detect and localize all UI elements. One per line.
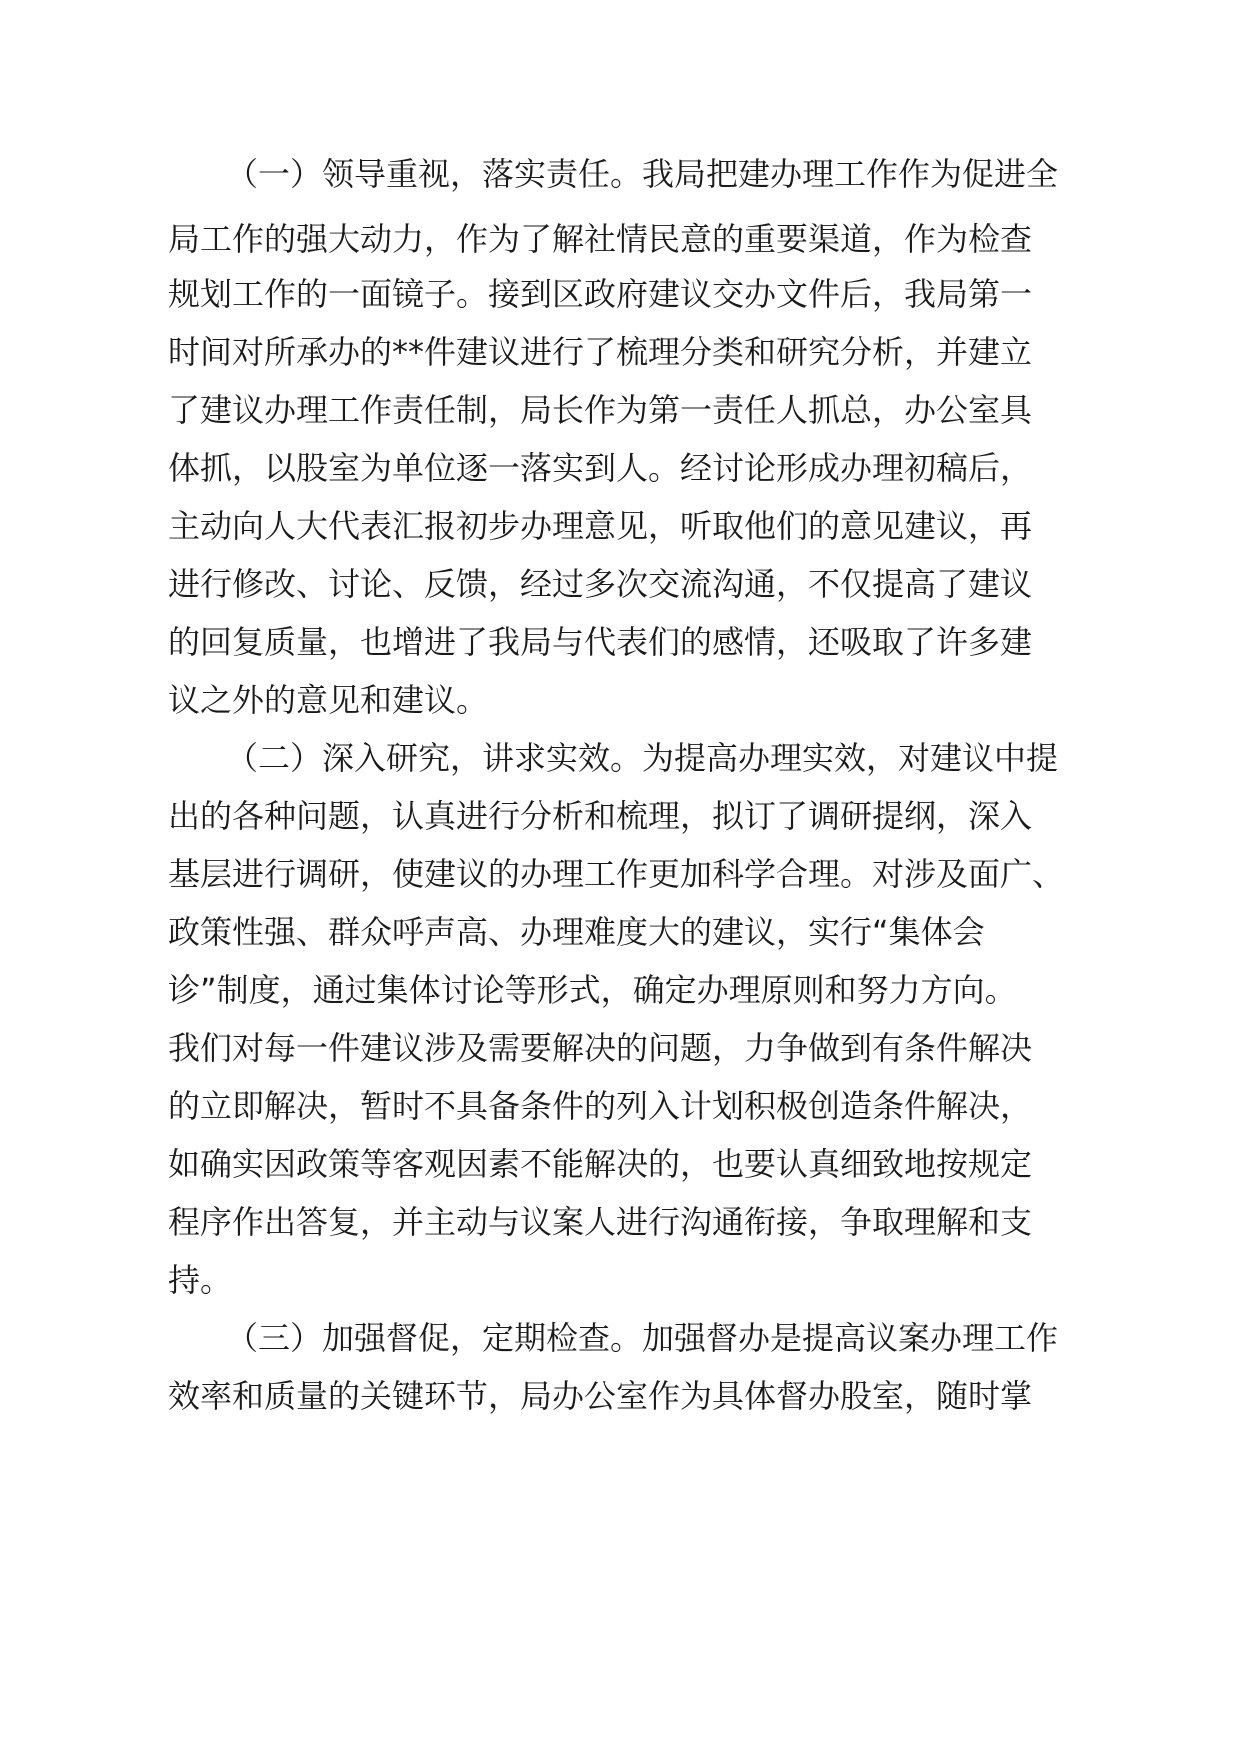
paragraph-2-line-6: 我们对每一件建议涉及需要解决的问题，力争做到有条件解决 bbox=[168, 1029, 1033, 1067]
paragraph-1-line-8: 进行修改、讨论、反馈，经过多次交流沟通，不仅提高了建议 bbox=[168, 565, 1033, 603]
paragraph-2-line-5: 诊”制度，通过集体讨论等形式，确定办理原则和努力方向。 bbox=[168, 971, 1017, 1009]
paragraph-2-line-9: 程序作出答复，并主动与议案人进行沟通衔接，争取理解和支 bbox=[168, 1203, 1033, 1241]
paragraph-2-line-8: 如确实因政策等客观因素不能解决的，也要认真细致地按规定 bbox=[168, 1145, 1033, 1183]
paragraph-2-line-10: 持。 bbox=[168, 1261, 233, 1299]
paragraph-2-line-3: 基层进行调研，使建议的办理工作更加科学合理。对涉及面广、 bbox=[168, 855, 1065, 893]
paragraph-1-line-7: 主动向人大代表汇报初步办理意见，听取他们的意见建议，再 bbox=[168, 507, 1033, 545]
paragraph-1-line-3: 规划工作的一面镜子。接到区政府建议交办文件后，我局第一 bbox=[168, 275, 1033, 313]
paragraph-1-line-5: 了建议办理工作责任制，局长作为第一责任人抓总，办公室具 bbox=[168, 391, 1033, 429]
paragraph-1-line-10: 议之外的意见和建议。 bbox=[168, 681, 489, 719]
paragraph-1-line-1: （一）领导重视，落实责任。我局把建办理工作作为促进全 bbox=[226, 155, 1059, 193]
paragraph-3-line-2: 效率和质量的关键环节，局办公室作为具体督办股室，随时掌 bbox=[168, 1377, 1033, 1415]
paragraph-1-line-9: 的回复质量，也增进了我局与代表们的感情，还吸取了许多建 bbox=[168, 623, 1033, 661]
paragraph-2-line-7: 的立即解决，暂时不具备条件的列入计划积极创造条件解决， bbox=[168, 1087, 1033, 1125]
paragraph-2-line-2: 出的各种问题，认真进行分析和梳理，拟订了调研提纲，深入 bbox=[168, 797, 1033, 835]
paragraph-3-line-1: （三）加强督促，定期检查。加强督办是提高议案办理工作 bbox=[226, 1319, 1059, 1357]
paragraph-1-line-6: 体抓，以股室为单位逐一落实到人。经讨论形成办理初稿后， bbox=[168, 449, 1033, 487]
paragraph-2-line-1: （二）深入研究，讲求实效。为提高办理实效，对建议中提 bbox=[226, 739, 1059, 777]
paragraph-2-line-4: 政策性强、群众呼声高、办理难度大的建议，实行“集体会 bbox=[168, 913, 985, 951]
paragraph-1-line-4: 时间对所承办的**件建议进行了梳理分类和研究分析，并建立 bbox=[168, 333, 1033, 371]
paragraph-1-line-2: 局工作的强大动力，作为了解社情民意的重要渠道，作为检查 bbox=[168, 220, 1033, 258]
